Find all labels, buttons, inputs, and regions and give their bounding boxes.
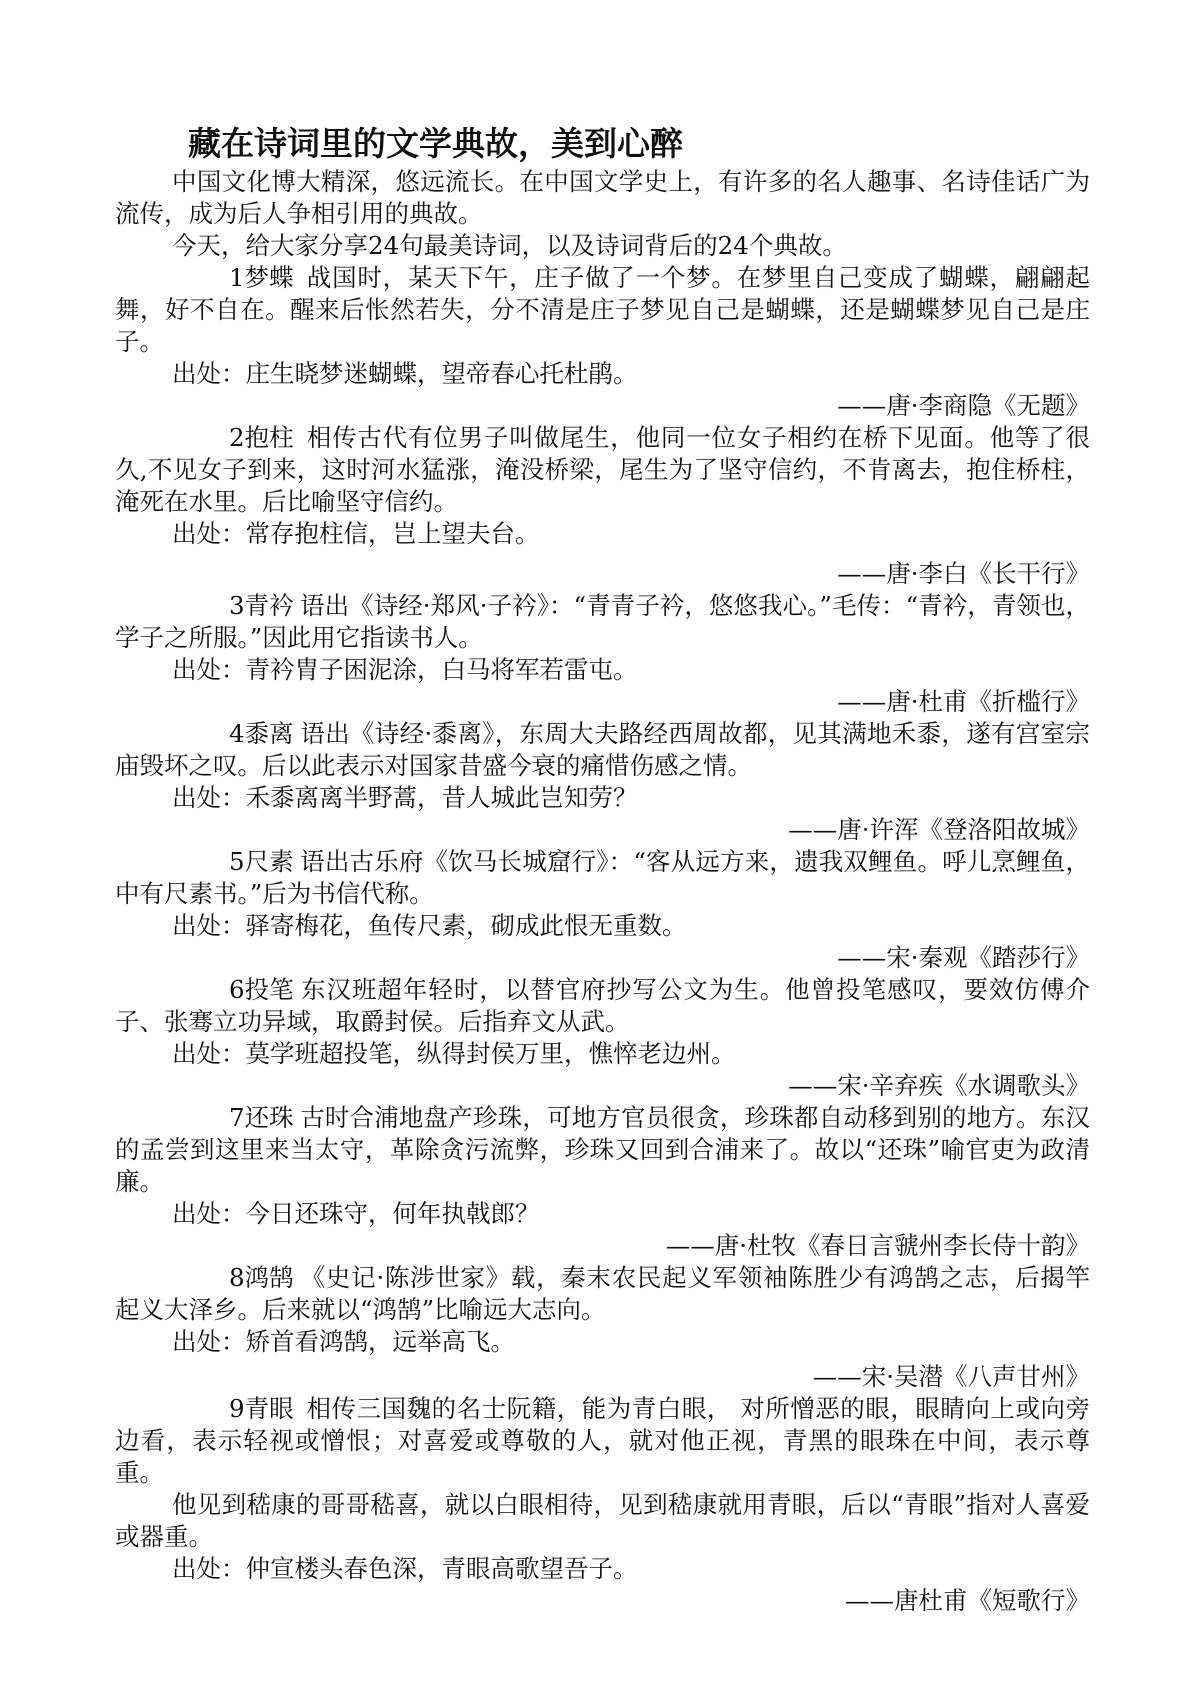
allusion-source: 出处：禾黍离离半野蒿，昔人城此岂知劳？ [172,783,638,812]
allusion-paragraph [115,846,1090,910]
allusion-source: 出处：矫首看鸿鹄，远举高飞。 [172,1327,515,1356]
allusion-heading: 6投笔 [229,975,294,1004]
allusion-heading: 8鸿鹄 [229,1263,294,1292]
allusion-paragraph [115,262,1090,358]
allusion-paragraph [115,1102,1090,1198]
allusion-source: 出处：常存抱柱信，岂上望夫台。 [172,519,540,548]
allusion-heading: 4黍离 [229,719,294,748]
allusion-citation: ——宋·秦观《踏莎行》 [837,943,1090,972]
allusion-paragraph [115,1393,1090,1489]
allusion-source: 出处：今日还珠守，何年执戟郎？ [172,1199,540,1228]
allusion-text: 《史记·陈涉世家》载，秦末农民起义军领袖陈胜少有鸿鹄之志，后揭竿起义大泽乡。后来就以“鸿鹄”比喻远大志向。 [115,1263,1090,1324]
allusion-paragraph [115,974,1090,1038]
allusion-heading: 3青衿 [229,591,294,620]
allusion-source: 出处：莫学班超投笔，纵得封侯万里，憔悴老边州。 [172,1039,736,1068]
article-body [115,166,1090,1617]
allusion-paragraph [115,422,1090,518]
allusion-text: 战国时，某天下午，庄子做了一个梦。在梦里自己变成了蝴蝶，翩翩起舞，好不自在。醒来后怅然若失，分不清是庄子梦见自己是蝴蝶，还是蝴蝶梦见自己是庄子。 [115,263,1090,356]
allusion-citation: ——唐杜甫《短歌行》 [845,1586,1090,1615]
allusion-text: 东汉班超年轻时，以替官府抄写公文为生。他曾投笔感叹，要效仿傅介子、张骞立功异域，取爵封侯。后指弃文从武。 [115,975,1090,1036]
allusion-text: 语出《诗经·黍离》，东周大夫路经西周故都，见其满地禾黍，遂有宫室宗庙毁坏之叹。后以此表示对国家昔盛今衰的痛惜伤感之情。 [115,719,1090,780]
allusion-citation: ——唐·李白《长干行》 [837,559,1090,588]
allusion-source: 出处：驿寄梅花，鱼传尺素，砌成此恨无重数。 [172,911,687,940]
allusion-paragraph [115,718,1090,782]
allusion-text: 语出《诗经·郑风·子衿》：“青青子衿，悠悠我心。”毛传：“青衿，青领也，学子之所服。”因此用它指读书人。 [115,591,1090,652]
allusion-heading: 2抱柱 [229,423,294,452]
allusion-text: 相传三国魏的名士阮籍，能为青白眼， 对所憎恶的眼，眼睛向上或向旁边看，表示轻视或憎恨；对喜爱或尊敬的人，就对他正视，青黑的眼珠在中间，表示尊重。 [115,1394,1090,1487]
intro-paragraph: 中国文化博大精深，悠远流长。在中国文学史上，有许多的名人趣事、名诗佳话广为流传，成为后人争相引用的典故。 [115,167,1090,228]
allusion-text: 相传古代有位男子叫做尾生，他同一位女子相约在桥下见面。他等了很久,不见女子到来，这时河水猛涨，淹没桥梁，尾生为了坚守信约，不肯离去，抱住桥柱，淹死在水里。后比喻坚守信约。 [115,423,1090,516]
allusion-paragraph [115,590,1090,654]
allusion-paragraph [115,1262,1090,1326]
allusion-source: 出处：仲宣楼头春色深，青眼高歌望吾子。 [172,1554,638,1583]
allusion-paragraph-extra: 他见到嵇康的哥哥嵇喜，就以白眼相待，见到嵇康就用青眼，后以“青眼”指对人喜爱或器重。 [115,1490,1090,1551]
allusion-citation: ——宋·辛弃疾《水调歌头》 [788,1071,1090,1100]
intro-paragraph: 今天，给大家分享24句最美诗词，以及诗词背后的24个典故。 [172,231,847,260]
allusion-citation: ——宋·吴潜《八声甘州》 [812,1362,1090,1391]
allusion-citation: ——唐·杜甫《折槛行》 [837,687,1090,716]
allusion-citation: ——唐·许浑《登洛阳故城》 [788,815,1090,844]
spacer [115,550,1090,558]
allusion-text: 语出古乐府《饮马长城窟行》：“客从远方来，遗我双鲤鱼。呼儿烹鲤鱼，中有尺素书。”后为书信代称。 [115,847,1090,908]
allusion-heading: 7还珠 [229,1103,294,1132]
allusion-heading: 5尺素 [229,847,294,876]
allusion-heading: 9青眼 [229,1394,294,1423]
allusion-source: 出处：庄生晓梦迷蝴蝶，望帝春心托杜鹃。 [172,359,638,388]
allusion-source: 出处：青衿胄子困泥涂，白马将军若雷屯。 [172,655,638,684]
allusion-citation: ——唐·杜牧《春日言虢州李长侍十韵》 [665,1231,1090,1260]
article-title: 藏在诗词里的文学典故，美到心醉 [188,124,683,163]
allusion-heading: 1梦蝶 [229,263,294,292]
allusion-citation: ——唐·李商隐《无题》 [837,391,1090,420]
allusion-text: 古时合浦地盘产珍珠，可地方官员很贪，珍珠都自动移到别的地方。东汉的孟尝到这里来当太守，革除贪污流弊，珍珠又回到合浦来了。故以“还珠”喻官吏为政清廉。 [115,1103,1090,1196]
